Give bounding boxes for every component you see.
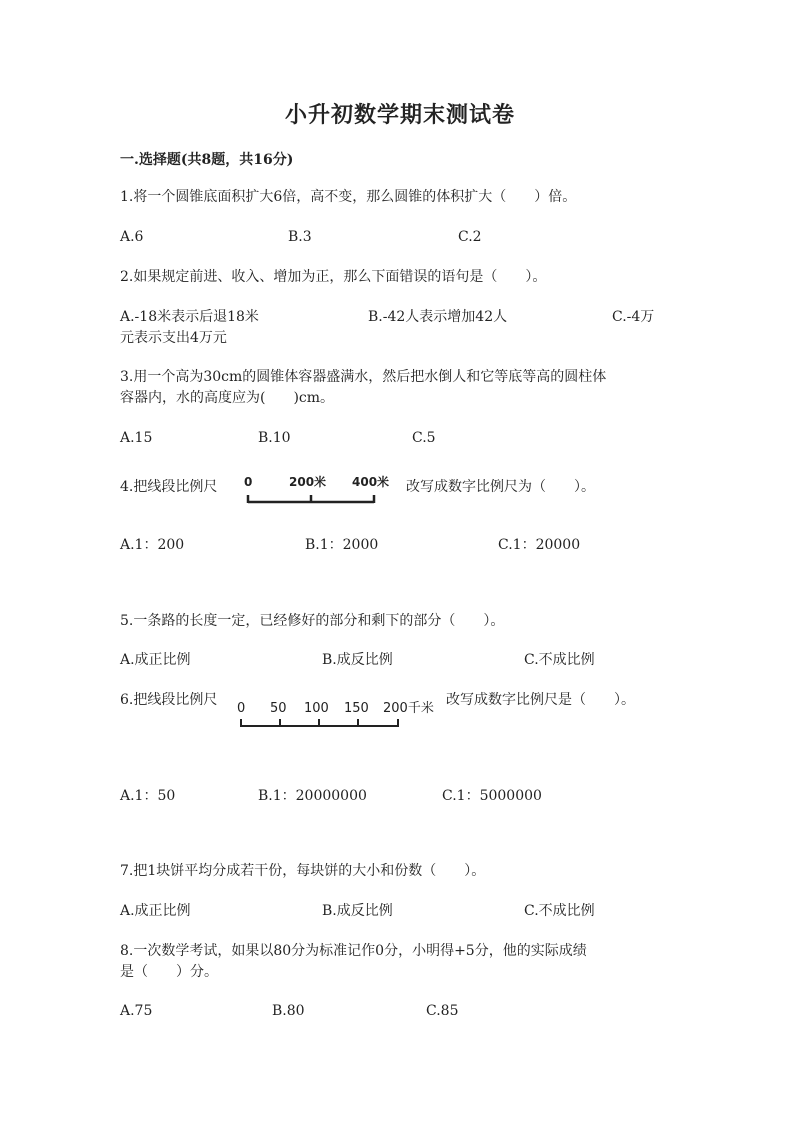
q2-option-a: A.-18米表示后退18米	[120, 309, 259, 325]
q5-option-b: B.成反比例	[322, 652, 393, 668]
q6-scale-label-150: 150	[344, 701, 369, 716]
page-title: 小升初数学期末测试卷	[284, 102, 515, 128]
q3-option-c: C.5	[412, 430, 436, 446]
question-8-line-2: 是（ ）分。	[120, 964, 218, 980]
q4-scale-label-200: 200米	[289, 475, 327, 489]
question-4-prefix: 4.把线段比例尺	[120, 479, 218, 495]
section-heading: 一.选择题(共8题，共16分)	[120, 152, 294, 168]
q4-option-a: A.1：200	[120, 537, 185, 553]
q4-scale-label-400: 400米	[352, 475, 390, 489]
question-4-suffix: 改写成数字比例尺为（ ）。	[406, 479, 595, 495]
q7-option-c: C.不成比例	[524, 903, 595, 919]
q8-option-a: A.75	[120, 1003, 153, 1019]
q8-option-b: B.80	[272, 1003, 305, 1019]
question-1: 1.将一个圆锥底面积扩大6倍，高不变，那么圆锥的体积扩大（ ）倍。	[120, 189, 577, 205]
q7-option-b: B.成反比例	[322, 903, 393, 919]
question-3-line-1: 3.用一个高为30cm的圆锥体容器盛满水，然后把水倒人和它等底等高的圆柱体	[120, 369, 607, 385]
question-5: 5.一条路的长度一定，已经修好的部分和剩下的部分（ ）。	[120, 613, 505, 629]
q6-option-a: A.1：50	[120, 788, 176, 804]
q4-option-c: C.1：20000	[498, 537, 581, 553]
q6-option-b: B.1：20000000	[258, 788, 367, 804]
q6-scale-label-200: 200千米	[383, 701, 434, 716]
q3-option-a: A.15	[120, 430, 153, 446]
question-8-line-1: 8.一次数学考试，如果以80分为标准记作0分，小明得+5分，他的实际成绩	[120, 943, 587, 959]
q5-option-c: C.不成比例	[524, 652, 595, 668]
q4-option-b: B.1：2000	[305, 537, 379, 553]
question-3-line-2: 容器内，水的高度应为( )cm。	[120, 390, 335, 406]
question-2: 2.如果规定前进、收入、增加为正，那么下面错误的语句是（ ）。	[120, 269, 547, 285]
q5-option-a: A.成正比例	[120, 652, 191, 668]
q4-scale-label-0: 0	[244, 475, 253, 489]
q1-option-a: A.6	[120, 229, 144, 245]
question-6-prefix: 6.把线段比例尺	[120, 692, 218, 708]
q1-option-c: C.2	[458, 229, 482, 245]
q7-option-a: A.成正比例	[120, 903, 191, 919]
question-6-suffix: 改写成数字比例尺是（ ）。	[446, 692, 635, 708]
q3-option-b: B.10	[258, 430, 291, 446]
q6-scale-label-0: 0	[237, 701, 246, 716]
question-7: 7.把1块饼平均分成若干份，每块饼的大小和份数（ ）。	[120, 863, 486, 879]
q2-option-c-continuation: 元表示支出4万元	[120, 330, 227, 346]
q6-scale-label-100: 100	[304, 701, 329, 716]
q6-scale-bar	[232, 696, 452, 732]
q2-option-b: B.-42人表示增加42人	[368, 309, 508, 325]
q8-option-c: C.85	[426, 1003, 459, 1019]
q2-option-c: C.-4万	[612, 309, 655, 325]
q6-option-c: C.1：5000000	[442, 788, 542, 804]
q6-scale-label-50: 50	[270, 701, 287, 716]
q4-scale-bar	[236, 472, 396, 508]
q1-option-b: B.3	[288, 229, 312, 245]
